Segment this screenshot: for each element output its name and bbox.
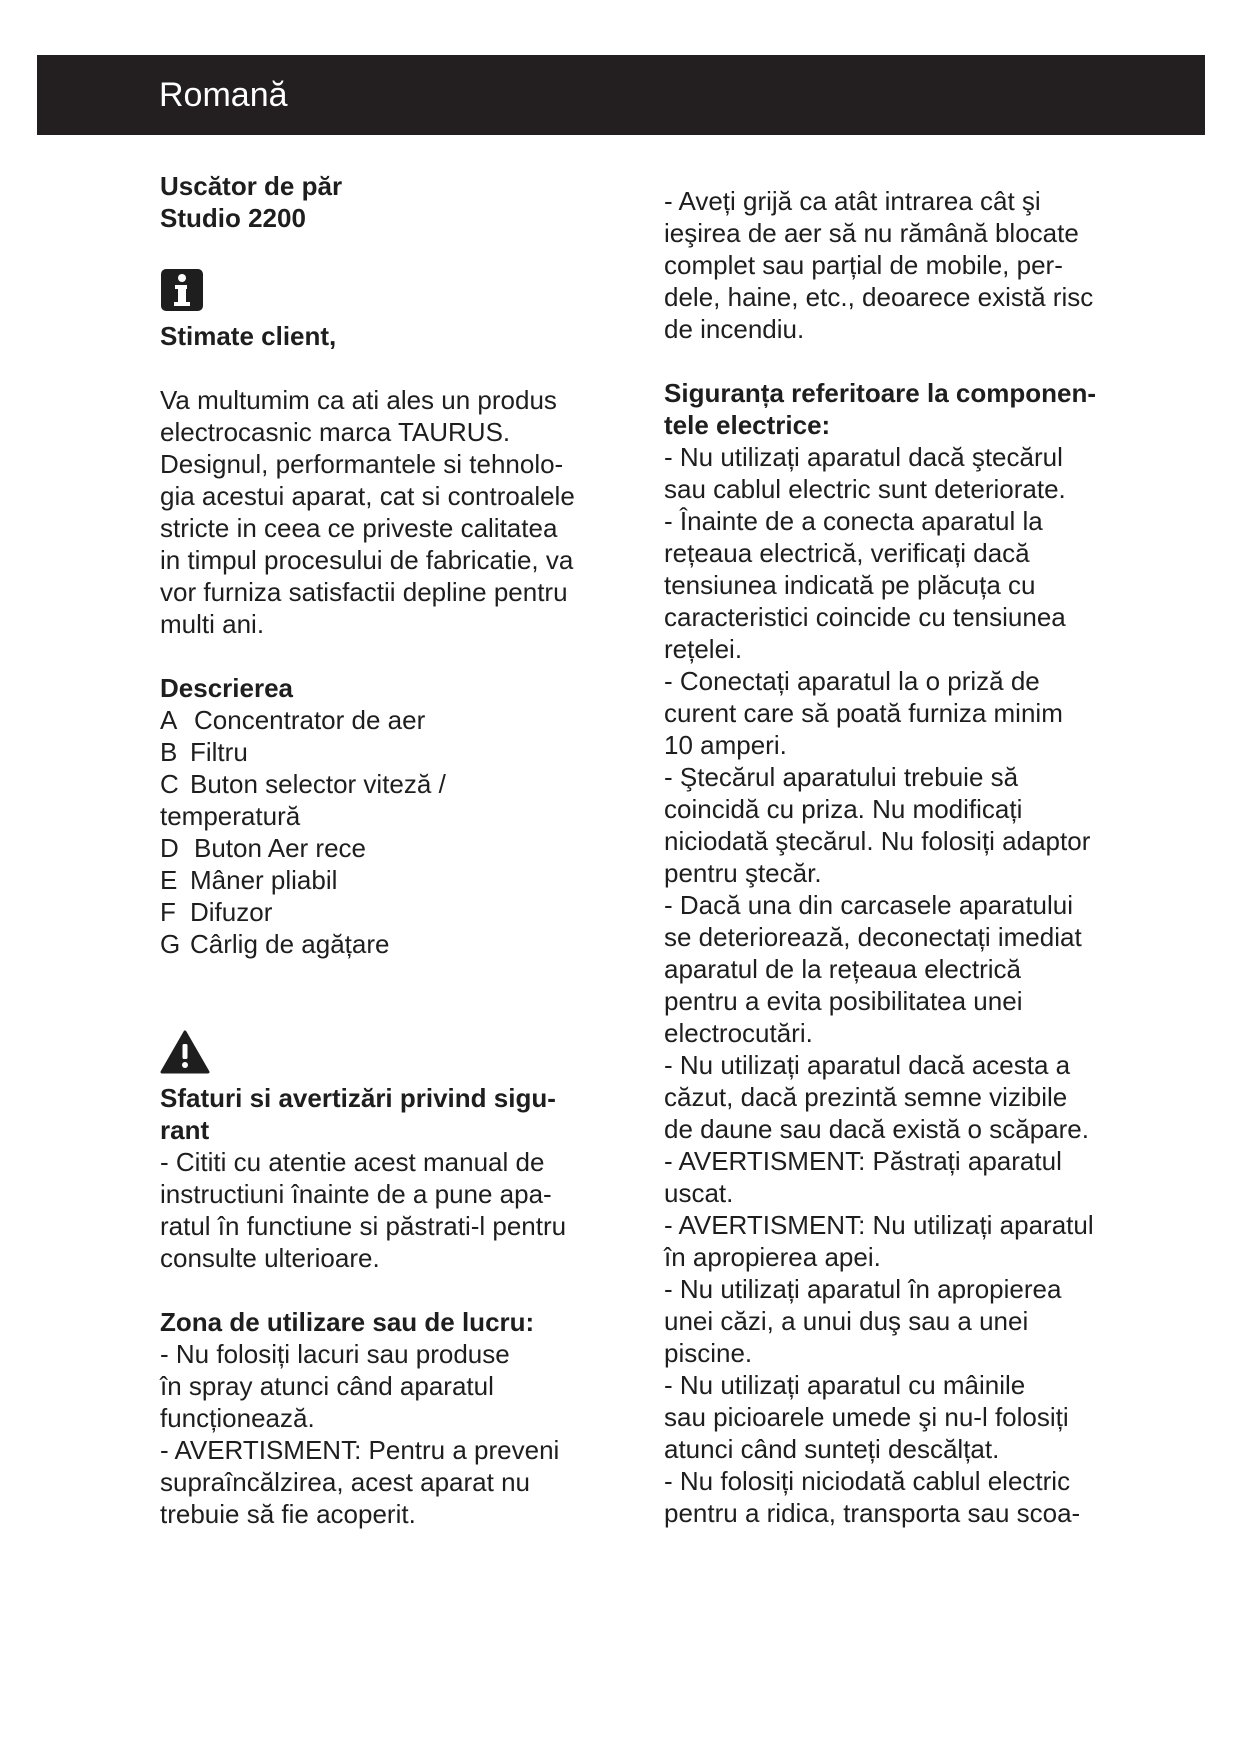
electrical-line: piscine. <box>664 1338 753 1368</box>
safety-heading: Sfaturi si avertizări privind sigu- <box>160 1083 556 1113</box>
zone-line: - AVERTISMENT: Pentru a preveni <box>160 1435 560 1465</box>
description-item: B Filtru <box>160 737 248 767</box>
electrical-paragraph <box>664 441 1134 1529</box>
description-item: A Concentrator de aer <box>160 705 426 735</box>
paragraph-line: dele, haine, etc., deoarece există risc <box>664 282 1094 312</box>
paragraph-line: ieşirea de aer să nu rămână blocate <box>664 218 1079 248</box>
description-item: temperatură <box>160 801 301 831</box>
electrical-line: pentru a ridica, transporta sau scoa- <box>664 1498 1081 1528</box>
electrical-line: - Nu utilizați aparatul dacă ştecărul <box>664 442 1063 472</box>
electrical-line: aparatul de la rețeaua electrică <box>664 954 1022 984</box>
description-item: C Buton selector viteză / <box>160 769 446 799</box>
zone-line: - Nu folosiți lacuri sau produse <box>160 1339 510 1369</box>
air-blockage-paragraph <box>664 185 1134 345</box>
safety-line: instructiuni înainte de a pune apa- <box>160 1179 552 1209</box>
warning-icon <box>160 1030 210 1074</box>
electrical-line: electrocutări. <box>664 1018 813 1048</box>
electrical-line: de daune sau dacă există o scăpare. <box>664 1114 1089 1144</box>
electrical-line: - Înainte de a conecta aparatul la <box>664 506 1043 536</box>
paragraph-line: complet sau parțial de mobile, per- <box>664 250 1063 280</box>
description-list <box>160 704 600 960</box>
electrical-line: - Nu folosiți niciodată cablul electric <box>664 1466 1071 1496</box>
language-title: Romană <box>159 76 288 114</box>
electrical-line: căzut, dacă prezintă semne vizibile <box>664 1082 1068 1112</box>
electrical-line: sau cablul electric sunt deteriorate. <box>664 474 1066 504</box>
left-column <box>160 170 600 1530</box>
electrical-line: tensiunea indicată pe plăcuța cu <box>664 570 1036 600</box>
intro-paragraph <box>160 384 600 640</box>
safety-line: consulte ulterioare. <box>160 1243 380 1273</box>
intro-line: multi ani. <box>160 609 265 639</box>
electrical-line: pentru ştecăr. <box>664 858 822 888</box>
electrical-line: caracteristici coincide cu tensiunea <box>664 602 1066 632</box>
zone-line: în spray atunci când aparatul <box>160 1371 494 1401</box>
safety-line: ratul în functiune si păstrati-l pentru <box>160 1211 567 1241</box>
description-heading: Descrierea <box>160 673 293 703</box>
electrical-line: pentru a evita posibilitatea unei <box>664 986 1023 1016</box>
safety-line: - Cititi cu atentie acest manual de <box>160 1147 545 1177</box>
electrical-line: unei căzi, a unui duş sau a unei <box>664 1306 1029 1336</box>
electrical-line: - AVERTISMENT: Păstrați aparatul <box>664 1146 1062 1176</box>
electrical-line: rețeaua electrică, verificați dacă <box>664 538 1030 568</box>
electrical-line: sau picioarele umede şi nu-l folosiți <box>664 1402 1069 1432</box>
description-item: G Cârlig de agățare <box>160 929 390 959</box>
product-name: Uscător de păr <box>160 171 343 201</box>
electrical-line: - Ştecărul aparatului trebuie să <box>664 762 1019 792</box>
zone-paragraph <box>160 1338 600 1530</box>
right-column <box>664 185 1134 1529</box>
electrical-line: coincidă cu priza. Nu modificați <box>664 794 1023 824</box>
electrical-line: se deteriorează, deconectați imediat <box>664 922 1082 952</box>
safety-paragraph <box>160 1146 600 1274</box>
safety-heading-cont: rant <box>160 1115 210 1145</box>
electrical-heading: Siguranța referitoare la componen- <box>664 378 1096 408</box>
description-item: E Mâner pliabil <box>160 865 338 895</box>
zone-line: funcționează. <box>160 1403 315 1433</box>
intro-line: gia acestui aparat, cat si controalele <box>160 481 575 511</box>
intro-line: electrocasnic marca TAURUS. <box>160 417 511 447</box>
paragraph-line: de incendiu. <box>664 314 805 344</box>
electrical-line: niciodată ştecărul. Nu folosiți adaptor <box>664 826 1091 856</box>
electrical-line: curent care să poată furniza minim <box>664 698 1063 728</box>
electrical-line: - Nu utilizați aparatul cu mâinile <box>664 1370 1026 1400</box>
intro-line: vor furniza satisfactii depline pentru <box>160 577 568 607</box>
intro-line: Designul, performantele si tehnolo- <box>160 449 564 479</box>
language-header-bar <box>37 55 1205 135</box>
zone-line: supraîncălzirea, acest aparat nu <box>160 1467 530 1497</box>
description-item: F Difuzor <box>160 897 273 927</box>
greeting: Stimate client, <box>160 321 337 351</box>
electrical-heading-cont: tele electrice: <box>664 410 831 440</box>
paragraph-line: - Aveți grijă ca atât intrarea cât şi <box>664 186 1041 216</box>
intro-line: stricte in ceea ce priveste calitatea <box>160 513 558 543</box>
electrical-line: în apropierea apei. <box>664 1242 881 1272</box>
zone-heading: Zona de utilizare sau de lucru: <box>160 1307 535 1337</box>
electrical-line: - Nu utilizați aparatul în apropierea <box>664 1274 1062 1304</box>
electrical-line: rețelei. <box>664 634 743 664</box>
electrical-line: uscat. <box>664 1178 734 1208</box>
electrical-line: atunci când sunteți descălțat. <box>664 1434 1000 1464</box>
description-item: D Buton Aer rece <box>160 833 366 863</box>
intro-line: in timpul procesului de fabricatie, va <box>160 545 574 575</box>
intro-line: Va multumim ca ati ales un produs <box>160 385 557 415</box>
electrical-line: - Dacă una din carcasele aparatului <box>664 890 1074 920</box>
info-icon <box>160 268 204 312</box>
product-model: Studio 2200 <box>160 203 306 233</box>
zone-line: trebuie să fie acoperit. <box>160 1499 416 1529</box>
electrical-line: - Nu utilizați aparatul dacă acesta a <box>664 1050 1071 1080</box>
electrical-line: - AVERTISMENT: Nu utilizați aparatul <box>664 1210 1094 1240</box>
electrical-line: 10 amperi. <box>664 730 787 760</box>
electrical-line: - Conectați aparatul la o priză de <box>664 666 1040 696</box>
